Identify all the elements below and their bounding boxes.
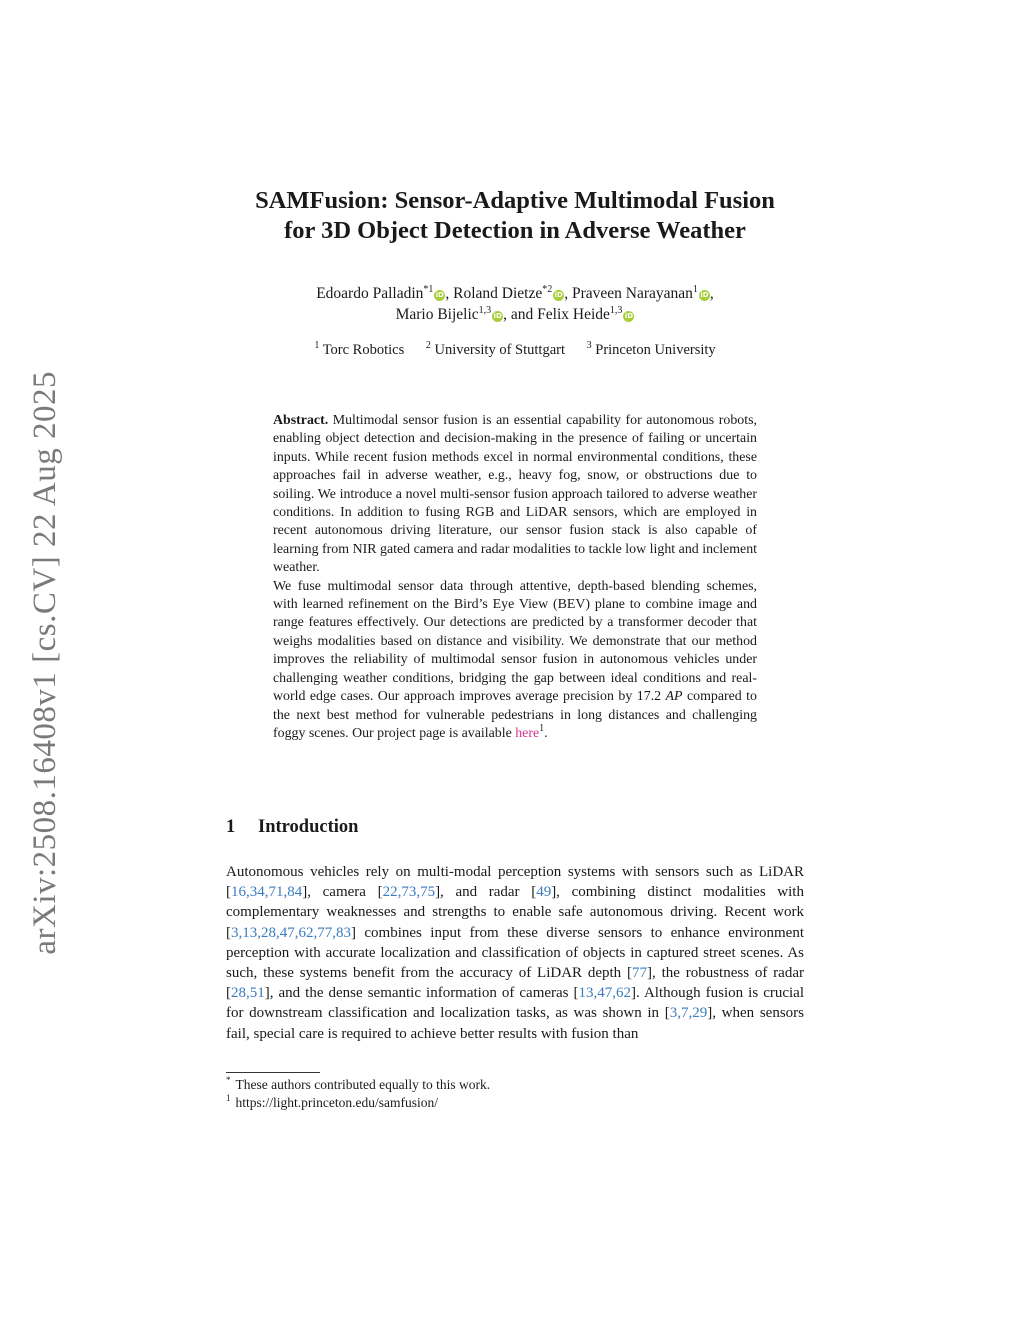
citation-link[interactable]: 22,73,75 xyxy=(382,884,436,901)
footnote-ref[interactable]: 1 xyxy=(539,722,545,734)
citation-link[interactable]: 49 xyxy=(536,884,552,901)
affiliations xyxy=(200,340,830,360)
affiliation-item: $^1$ Torc Robotics xyxy=(314,340,405,358)
orcid-icon[interactable]: iD xyxy=(493,312,502,320)
author-sup: *1 xyxy=(423,284,434,295)
author-sup: 1,3 xyxy=(478,305,492,316)
citation-link[interactable]: 16,34,71,84 xyxy=(231,884,303,901)
abstract xyxy=(273,412,757,743)
affiliation-item: $^2$ University of Stuttgart xyxy=(425,340,565,358)
author-sup: 1,3 xyxy=(609,305,623,316)
orcid-icon[interactable]: iD xyxy=(700,291,709,299)
arxiv-identifier xyxy=(24,368,66,958)
author-separator: , xyxy=(445,285,454,302)
orcid-icon[interactable]: iD xyxy=(624,312,634,320)
citation-link[interactable]: 28,51 xyxy=(231,985,265,1002)
section-number: 1 xyxy=(226,817,236,837)
orcid-icon[interactable]: iD xyxy=(435,291,444,299)
author-sup: *2 xyxy=(542,284,553,295)
footnote-divider xyxy=(226,1072,320,1073)
paper-title xyxy=(200,186,830,246)
citation-link[interactable]: 13,47,62 xyxy=(578,985,632,1002)
author-list xyxy=(200,283,830,325)
project-page-link[interactable]: here xyxy=(515,725,540,741)
citation-link[interactable]: 77 xyxy=(632,965,647,982)
title-line-1: SAMFusion: Sensor-Adaptive Multimodal Fusion xyxy=(255,187,775,214)
title-line-2: for 3D Object Detection in Adverse Weather xyxy=(284,217,746,244)
author-name: Praveen Narayanan xyxy=(572,285,693,302)
footnote-item: * These authors contributed equally to this work. xyxy=(226,1075,491,1092)
abstract-label: Abstract. xyxy=(273,413,329,428)
footnotes xyxy=(226,1076,804,1112)
citation-link[interactable]: 3,13,28,47,62,77,83 xyxy=(231,924,351,941)
author-name: Edoardo Palladin xyxy=(316,285,424,302)
affiliation-item: $^3$ Princeton University xyxy=(586,340,716,358)
footnote-url[interactable]: https://light.princeton.edu/samfusion/ xyxy=(235,1095,438,1110)
author-name: Roland Dietze xyxy=(453,285,543,302)
author-name: Felix Heide xyxy=(537,306,610,323)
ap-metric: AP xyxy=(665,689,683,705)
author-separator: , xyxy=(564,285,572,302)
section-heading xyxy=(226,817,358,838)
author-separator: , and xyxy=(503,306,538,323)
section-title: Introduction xyxy=(258,817,359,837)
abstract-paragraph-1: Abstract. Multimodal sensor fusion is an essential capability for autonomous robots, enabling object detection and decision-making in the presence of failing or uncertain inputs. While recent fusion methods excel in normal environmental conditions, these approaches fail in adverse weather, e.g., heavy fog, snow, or obstructions due to soiling. We introduce a novel multi-sensor fusion approach tailored to adverse weather conditions. In addition to fusing RGB and LiDAR sensors, which are employed in recent autonomous driving literature, our sensor fusion stack is also capable of learning from NIR gated camera and radar modalities to tackle low light and inclement weather. xyxy=(273,413,757,576)
intro-paragraph: Autonomous vehicles rely on multi-modal perception systems with sensors such as LiDAR [16,34,71,84], camera [22,73,75], and radar [49], combining distinct modalities with complementary weaknesses and strengths to enable safe autonomous driving. Recent work [3,13,28,47,62,77,83] combines input from these diverse sensors to enhance environment perception with accurate localization and classification of objects in captured street scenes. As such, these systems benefit from the accuracy of LiDAR depth [77], the robustness of radar [28,51], and the dense semantic information of cameras [13,47,62]. Although fusion is crucial for downstream classification and localization tasks, as was shown in [3,7,29], when sensors fail, special care is required to achieve better results with fusion than xyxy=(226,864,804,1042)
author-separator: , xyxy=(709,285,714,302)
introduction-body xyxy=(226,862,804,1044)
author-name: Mario Bijelic xyxy=(395,306,479,323)
citation-link[interactable]: 3,7,29 xyxy=(669,1005,708,1022)
footnote-item: $^1$ https://light.princeton.edu/samfusion/ xyxy=(226,1093,438,1110)
abstract-paragraph-2: We fuse multimodal sensor data through attentive, depth-based blending schemes, with learned refinement on the Bird’s Eye View (BEV) plane to combine image and range features effectively. Our detections are predicted by a transformer decoder that weighs modalities based on distance and visibility. We demonstrate that our method improves the reliability of multimodal sensor fusion in autonomous vehicles under challenging weather conditions, bridging the gap between ideal conditions and real-world edge cases. Our approach improves average precision by 17.2 AP compared to the next best method for vulnerable pedestrians in long distances and challenging foggy scenes. Our project page is available here$^1$. xyxy=(273,578,757,741)
arxiv-id-text: arXiv:2508.16408v1 [cs.CV] 22 Aug 2025 xyxy=(26,371,63,955)
orcid-icon[interactable]: iD xyxy=(554,291,563,299)
author-sup: 1 xyxy=(692,284,698,295)
